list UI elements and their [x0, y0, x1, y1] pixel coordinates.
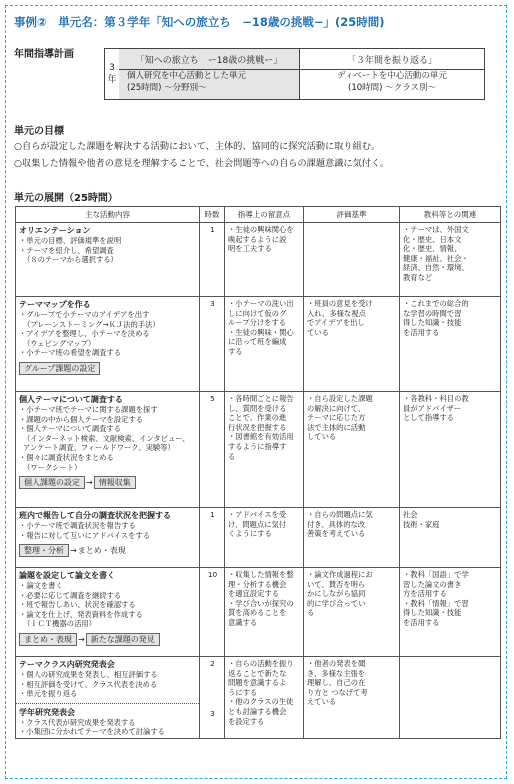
points-line: ・各時間ごとに報告 [228, 394, 294, 403]
criteria-line: している [307, 432, 337, 442]
activity-line: （ワークシート） [23, 462, 82, 472]
plan-unit-current [119, 49, 300, 99]
activity-line: ・個々に調査状況をまとめる [19, 452, 114, 462]
criteria-line: ・自らの問題点に気 [307, 510, 373, 519]
criteria-line: 付き、具体的な改 [307, 519, 366, 529]
activity-line: ・アイデアを整理し、小テーマを決める [19, 329, 150, 339]
process-tags [19, 362, 197, 375]
hours-cell: 3 [200, 297, 225, 392]
hours-cell: 5 [200, 392, 225, 508]
activity-line: ・論文を書く [19, 581, 63, 590]
criteria-line: ・班員の意見を受け [307, 299, 373, 308]
criteria-cell [304, 392, 400, 508]
points-line: 質を高めることを [228, 608, 287, 618]
plan-unit-current-desc [119, 70, 299, 99]
activity-line: （８のテーマから選択する） [23, 255, 118, 265]
criteria-cell [304, 223, 400, 297]
activity-title: テーマクラス内研究発表会 [19, 660, 115, 669]
relation-line: 化・歴史、日本文 [403, 234, 462, 244]
activity-line: ・個人テーマについて調査する [19, 424, 122, 434]
activity-line: ・必要に応じて調査を継続する [19, 590, 122, 600]
plan-desc-line: (25時間) 〜分野別〜 [127, 83, 207, 93]
activity-line: （ＩＣＴ機器の活用） [23, 619, 96, 629]
points-line: ・生徒の興味・関心 [228, 327, 294, 337]
points-line: 意識する [228, 617, 258, 627]
activity-line: （インターネット検索、文献検索、インタビュー、 [23, 433, 190, 443]
goals-label: 単元の目標 [14, 126, 64, 137]
activity-line: ・クラス代表が研究成果を発表する [19, 717, 136, 727]
header-activity: 主な活動内容 [16, 207, 200, 223]
activity-cell [16, 568, 200, 657]
activity-line: （ブレーンストーミング→ＫＪ法的手法） [23, 319, 160, 329]
relation-line: 得した知識・技能 [403, 318, 462, 328]
criteria-line: ・自ら設定した課題 [307, 394, 373, 403]
points-line: ループ分けをする [228, 318, 287, 328]
relation-line: として指導する [403, 413, 455, 423]
points-line: ・収集した情報を整 [228, 570, 294, 579]
development-label: 単元の展開（25時間） [14, 193, 118, 204]
activity-line: ・課題の中から個人テーマを設定する [19, 414, 144, 424]
relation-line: 員がアドバイザー [403, 403, 462, 413]
relation-line: 化・歴史、情報、 [403, 244, 462, 254]
points-line: し、質問を受ける [228, 403, 287, 413]
activity-line: ・単元の目標、評価規準を説明 [19, 236, 122, 245]
points-line: に沿って班を編成 [228, 337, 287, 347]
criteria-line: 理解し、自己の在 [307, 678, 366, 688]
plan-unit-next [300, 49, 484, 99]
criteria-line: でアイデアを出し [307, 318, 365, 328]
relation-line: な学習の時間で習 [403, 308, 462, 318]
relation-line: 習した論文の書き [403, 579, 462, 589]
relation-line: 技術・家庭 [403, 519, 440, 529]
goal-item: ○自らが設定した課題を解決する活動において、主体的、協同的に探究活動に取り組む。 [14, 141, 381, 152]
points-cell [225, 223, 304, 297]
activity-cell [16, 657, 200, 739]
criteria-line: り方と つなげて考 [307, 687, 368, 697]
process-tag: まとめ・表現 [19, 633, 77, 646]
points-line: 行状況を把握する [228, 422, 287, 432]
criteria-line: いて、賛否を明ら [307, 579, 366, 589]
hours-value: 2 [210, 659, 215, 668]
activity-title: 班内で報告して自分の調査状況を把握する [19, 511, 171, 520]
points-cell [225, 657, 304, 739]
activity-line: （ウェビングマップ） [23, 338, 96, 348]
points-line: ・小テーマの洗い出 [228, 299, 294, 308]
process-tag: 新たな課題の発見 [86, 633, 160, 646]
relation-line: 経済、自然・環境、 [403, 263, 469, 273]
relation-line: ・テーマは、外国文 [403, 225, 469, 234]
criteria-cell [304, 568, 400, 657]
points-line: する [228, 346, 243, 356]
points-cell [225, 568, 304, 657]
criteria-cell [304, 297, 400, 392]
plan-desc-line: ディベートを中心活動の単元 [337, 71, 447, 81]
process-tags [19, 633, 197, 646]
annual-plan-label: 年間指導計画 [14, 49, 74, 60]
criteria-line: 法で主体的に活動 [307, 422, 366, 432]
criteria-line: えている [307, 697, 337, 707]
activity-title: 個人テーマについて調査する [19, 395, 123, 404]
relation-line: 健康・福祉、社会・ [403, 253, 469, 263]
arrow-right-icon: → [78, 634, 85, 644]
points-line: を適宜設定する [228, 589, 280, 599]
relation-line: ・教科「情報」で習 [403, 598, 469, 608]
points-line: しに向けて仮のグ [228, 308, 287, 318]
relation-cell [400, 392, 501, 508]
criteria-line: 入れ、多様な視点 [307, 308, 366, 318]
criteria-line: かにしながら協同 [307, 589, 366, 599]
activity-line: ・相互評価を受けて、クラス代表を決める [19, 679, 158, 689]
hours-value: 3 [210, 708, 215, 718]
relation-line: ・各教科・科目の教 [403, 394, 469, 403]
plan-unit-next-title: 「３年間を振り返る」 [300, 49, 484, 70]
plan-desc-line: (10時間) 〜クラス別〜 [348, 83, 436, 93]
points-line: するように指導す [228, 441, 287, 451]
relation-cell [400, 223, 501, 297]
points-line: くようにする [228, 529, 272, 539]
plan-year-unit: 年 [107, 75, 117, 85]
process-tag: 情報収集 [94, 476, 136, 489]
activity-cell [16, 508, 200, 568]
points-line: ・他のクラスの生徒 [228, 697, 294, 707]
points-line: 理・分析する機会 [228, 579, 287, 589]
relation-line: 得した知識・技能 [403, 608, 462, 618]
plan-year-number: 3 [109, 63, 115, 73]
points-line: 喚起するように説 [228, 234, 287, 244]
arrow-right-icon: → [86, 477, 93, 487]
plan-year-cell [105, 49, 120, 99]
relation-cell [400, 508, 501, 568]
header-relation: 教科等との関連 [400, 207, 501, 223]
points-line: る [228, 451, 236, 461]
relation-line: を活用する [403, 617, 440, 627]
activity-title: テーママップを作る [19, 300, 91, 309]
development-table [15, 206, 501, 739]
activity-line: ・報告に対して互いにアドバイスをする [19, 530, 151, 540]
activity-subsection [16, 703, 199, 737]
relation-cell [400, 568, 501, 657]
criteria-cell [304, 657, 400, 739]
criteria-cell [304, 508, 400, 568]
arrow-right-icon: → [70, 545, 77, 555]
points-line: ・アドバイスを受 [228, 510, 287, 519]
activity-title: 論題を設定して論文を書く [19, 571, 115, 580]
annual-plan-table [104, 48, 485, 100]
table-row [16, 657, 501, 739]
criteria-line: る [307, 608, 315, 618]
activity-cell [16, 392, 200, 508]
points-line: 明を工夫する [228, 244, 272, 254]
relation-line: 方を活用する [403, 589, 447, 599]
hours-cell: 1 [200, 223, 225, 297]
points-cell [225, 392, 304, 508]
activity-line: ・小集団に分かれてテーマを決めて討論する [19, 727, 165, 737]
criteria-line: の解決に向けて、 [307, 403, 366, 413]
criteria-line: き、多様な主張を [307, 668, 366, 678]
activity-title: 学年研究発表会 [19, 707, 75, 717]
activity-line: ・テーマを紹介し、希望調査 [19, 245, 114, 255]
hours-cell [200, 657, 225, 739]
activity-line: ・単元を振り返る [19, 689, 78, 699]
activity-cell [16, 297, 200, 392]
points-cell [225, 508, 304, 568]
criteria-line: ・他者の発表を聞 [307, 659, 366, 668]
activity-title: オリエンテーション [19, 226, 91, 235]
points-line: け、問題点に気付 [228, 519, 287, 529]
plan-unit-next-desc [300, 70, 484, 99]
process-tag: 整理・分析 [19, 544, 69, 557]
points-line: ・図書館を有効活用 [228, 432, 294, 442]
header-criteria: 評価基準 [304, 207, 400, 223]
process-tag: グループ課題の設定 [19, 362, 100, 375]
table-row [16, 508, 501, 568]
points-line: とも討論する機会 [228, 706, 287, 716]
goal-item: ○収集した情報や他者の意見を理解することで、社会問題等への自らの課題意識に気付く。 [14, 158, 390, 169]
relation-cell [400, 297, 501, 392]
header-hours: 時数 [200, 207, 225, 223]
relation-cell [400, 657, 501, 739]
hours-cell: 10 [200, 568, 225, 657]
points-line: ・学び合いが探究の [228, 598, 294, 608]
process-tags [19, 476, 197, 489]
table-header-row [16, 207, 501, 223]
criteria-line: テーマに応じた方 [307, 413, 366, 423]
process-tag: まとめ・表現 [77, 545, 126, 555]
criteria-line: 善策を考えている [307, 529, 366, 539]
header-points: 指導上の留意点 [225, 207, 304, 223]
relation-line: 社会 [403, 510, 418, 519]
process-tags [19, 544, 197, 557]
relation-line: 教育など [403, 272, 433, 282]
points-line: 問題を意識するよ [228, 678, 287, 688]
plan-unit-current-title: 「知への旅立ち ー18歳の挑戦ー」 [119, 49, 299, 70]
activity-line: ・班で報告しあい、状況を確認する [19, 600, 136, 610]
plan-desc-line: 個人研究を中心活動とした単元 [127, 71, 247, 81]
relation-line: ・教科「国語」で学 [403, 570, 469, 579]
activity-line: ・グループで小テーマのアイデアを出す [19, 310, 150, 319]
hours-cell: 1 [200, 508, 225, 568]
relation-line: を活用する [403, 327, 440, 337]
points-line: 返ることで新たな [228, 668, 287, 678]
activity-line: ・小テーマ班で調査状況を報告する [19, 521, 136, 530]
table-row [16, 392, 501, 508]
points-line: うにする [228, 687, 258, 697]
points-line: ・生徒の興味関心を [228, 225, 294, 234]
points-line: ことで、作業の進 [228, 413, 287, 423]
table-row [16, 568, 501, 657]
criteria-line: ・論文作成過程にお [307, 570, 373, 579]
criteria-line: ている [307, 327, 329, 337]
points-cell [225, 297, 304, 392]
case-title: 事例② 単元名：第３学年「知への旅立ち −18歳の挑戦−」(25時間) [14, 15, 385, 29]
activity-line: ・小テーマ班の希望を調査する [19, 348, 122, 358]
process-tag: 個人課題の設定 [19, 476, 85, 489]
activity-cell [16, 223, 200, 297]
relation-line: ・これまでの総合的 [403, 299, 469, 308]
activity-line: ・論文を仕上げ、発表資料を作成する [19, 609, 143, 619]
activity-line: ・小テーマ班でテーマに関する課題を探す [19, 405, 158, 414]
table-row [16, 297, 501, 392]
points-line: ・自らの活動を振り [228, 659, 294, 668]
activity-line: ・個人の研究成果を発表し、相互評価する [19, 670, 158, 679]
activity-line: アンケート調査、フィールドワーク、実験等） [23, 443, 175, 453]
points-line: を設定する [228, 716, 265, 726]
criteria-line: 的に学び合ってい [307, 598, 366, 608]
table-row [16, 223, 501, 297]
